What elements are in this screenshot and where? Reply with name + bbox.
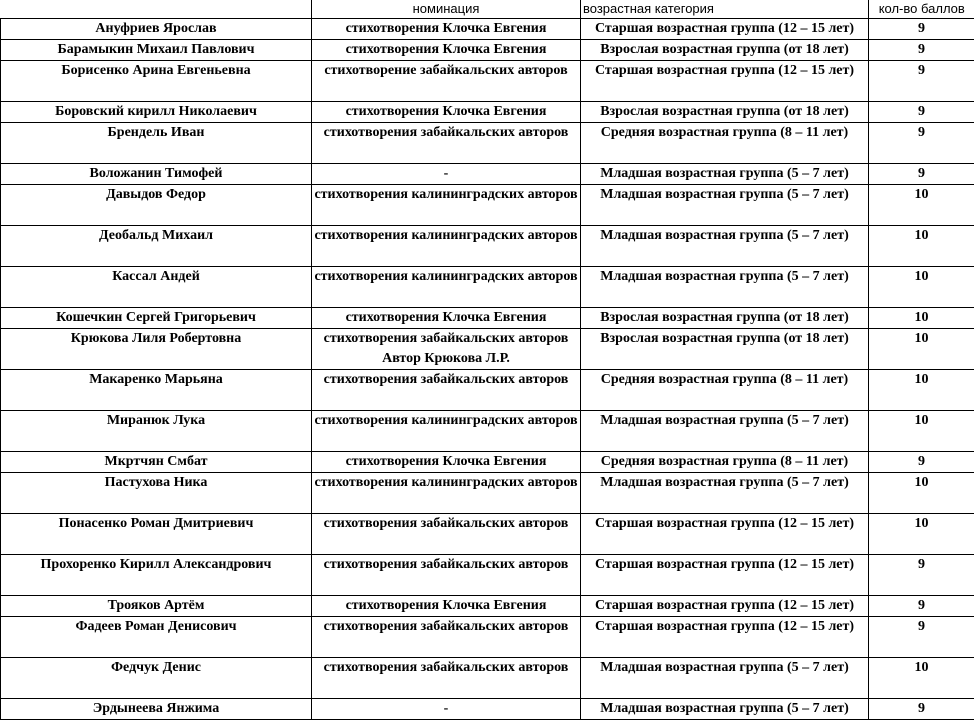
cell-nomination[interactable]: стихотворения забайкальских авторов xyxy=(312,617,581,658)
cell-score[interactable]: 9 xyxy=(869,19,974,40)
cell-age-category[interactable]: Младшая возрастная группа (5 – 7 лет) xyxy=(581,411,869,452)
cell-name[interactable]: Брендель Иван xyxy=(1,123,312,164)
cell-score[interactable]: 9 xyxy=(869,123,974,164)
table-row xyxy=(1,308,974,329)
cell-score[interactable]: 10 xyxy=(869,329,974,370)
cell-name[interactable]: Борисенко Арина Евгеньевна xyxy=(1,61,312,102)
cell-name[interactable]: Барамыкин Михаил Павлович xyxy=(1,40,312,61)
table-row xyxy=(1,699,974,720)
cell-nomination[interactable]: - xyxy=(312,699,581,720)
cell-name[interactable]: Крюкова Лиля Робертовна xyxy=(1,329,312,370)
cell-age-category[interactable]: Младшая возрастная группа (5 – 7 лет) xyxy=(581,164,869,185)
cell-nomination[interactable]: стихотворения Клочка Евгения xyxy=(312,19,581,40)
cell-name[interactable]: Пастухова Ника xyxy=(1,473,312,514)
cell-age-category[interactable]: Младшая возрастная группа (5 – 7 лет) xyxy=(581,267,869,308)
cell-name[interactable]: Кассал Андей xyxy=(1,267,312,308)
cell-name[interactable]: Воложанин Тимофей xyxy=(1,164,312,185)
cell-age-category[interactable]: Средняя возрастная группа (8 – 11 лет) xyxy=(581,452,869,473)
cell-score[interactable]: 9 xyxy=(869,164,974,185)
cell-nomination[interactable]: стихотворения забайкальских авторов xyxy=(312,514,581,555)
cell-name[interactable]: Понасенко Роман Дмитриевич xyxy=(1,514,312,555)
table-row xyxy=(1,329,974,370)
cell-score[interactable]: 10 xyxy=(869,370,974,411)
table-row xyxy=(1,514,974,555)
cell-nomination[interactable]: стихотворения Клочка Евгения xyxy=(312,102,581,123)
table-row xyxy=(1,185,974,226)
cell-score[interactable]: 10 xyxy=(869,308,974,329)
cell-age-category[interactable]: Младшая возрастная группа (5 – 7 лет) xyxy=(581,473,869,514)
cell-age-category[interactable]: Старшая возрастная группа (12 – 15 лет) xyxy=(581,555,869,596)
cell-nomination[interactable]: стихотворения забайкальских авторов xyxy=(312,123,581,164)
cell-age-category[interactable]: Средняя возрастная группа (8 – 11 лет) xyxy=(581,370,869,411)
cell-score[interactable]: 9 xyxy=(869,452,974,473)
cell-score[interactable]: 9 xyxy=(869,102,974,123)
cell-name[interactable]: Мкртчян Смбат xyxy=(1,452,312,473)
header-row xyxy=(1,0,974,19)
cell-age-category[interactable]: Старшая возрастная группа (12 – 15 лет) xyxy=(581,596,869,617)
cell-age-category[interactable]: Старшая возрастная группа (12 – 15 лет) xyxy=(581,617,869,658)
cell-name[interactable]: Давыдов Федор xyxy=(1,185,312,226)
table-row xyxy=(1,555,974,596)
cell-score[interactable]: 10 xyxy=(869,473,974,514)
cell-score[interactable]: 9 xyxy=(869,596,974,617)
cell-age-category[interactable]: Младшая возрастная группа (5 – 7 лет) xyxy=(581,658,869,699)
cell-age-category[interactable]: Младшая возрастная группа (5 – 7 лет) xyxy=(581,226,869,267)
table-row xyxy=(1,123,974,164)
cell-nomination[interactable]: стихотворения калининградских авторов xyxy=(312,267,581,308)
table-row xyxy=(1,452,974,473)
cell-nomination[interactable]: стихотворения забайкальских авторов Автор Крюкова Л.Р. xyxy=(312,329,581,370)
table-row xyxy=(1,411,974,452)
cell-name[interactable]: Эрдынеева Янжима xyxy=(1,699,312,720)
cell-score[interactable]: 10 xyxy=(869,514,974,555)
cell-score[interactable]: 9 xyxy=(869,61,974,102)
cell-nomination[interactable]: стихотворения Клочка Евгения xyxy=(312,40,581,61)
cell-name[interactable]: Миранюк Лука xyxy=(1,411,312,452)
cell-nomination[interactable]: - xyxy=(312,164,581,185)
cell-nomination[interactable]: стихотворения Клочка Евгения xyxy=(312,452,581,473)
table-body xyxy=(1,19,974,720)
cell-age-category[interactable]: Старшая возрастная группа (12 – 15 лет) xyxy=(581,19,869,40)
cell-nomination[interactable]: стихотворение забайкальских авторов xyxy=(312,61,581,102)
table-row xyxy=(1,19,974,40)
table-row xyxy=(1,40,974,61)
table-row xyxy=(1,61,974,102)
cell-score[interactable]: 10 xyxy=(869,185,974,226)
cell-age-category[interactable]: Взрослая возрастная группа (от 18 лет) xyxy=(581,308,869,329)
cell-age-category[interactable]: Старшая возрастная группа (12 – 15 лет) xyxy=(581,61,869,102)
cell-age-category[interactable]: Младшая возрастная группа (5 – 7 лет) xyxy=(581,699,869,720)
cell-age-category[interactable]: Младшая возрастная группа (5 – 7 лет) xyxy=(581,185,869,226)
header-nomination[interactable]: номинация xyxy=(312,0,581,19)
table-row xyxy=(1,658,974,699)
cell-age-category[interactable]: Взрослая возрастная группа (от 18 лет) xyxy=(581,102,869,123)
table-row xyxy=(1,226,974,267)
cell-score[interactable]: 10 xyxy=(869,267,974,308)
cell-nomination[interactable]: стихотворения забайкальских авторов xyxy=(312,370,581,411)
header-name[interactable] xyxy=(1,0,312,19)
cell-score[interactable]: 10 xyxy=(869,658,974,699)
cell-nomination[interactable]: стихотворения калининградских авторов xyxy=(312,411,581,452)
table-row xyxy=(1,102,974,123)
cell-age-category[interactable]: Взрослая возрастная группа (от 18 лет) xyxy=(581,40,869,61)
cell-name[interactable]: Кошечкин Сергей Григорьевич xyxy=(1,308,312,329)
cell-score[interactable]: 9 xyxy=(869,40,974,61)
header-age-category[interactable]: возрастная категория xyxy=(581,0,869,19)
table-row xyxy=(1,596,974,617)
cell-nomination[interactable]: стихотворения Клочка Евгения xyxy=(312,308,581,329)
table-row xyxy=(1,370,974,411)
cell-name[interactable]: Фадеев Роман Денисович xyxy=(1,617,312,658)
table-row xyxy=(1,617,974,658)
cell-nomination[interactable]: стихотворения забайкальских авторов xyxy=(312,555,581,596)
table-row xyxy=(1,473,974,514)
cell-score[interactable]: 10 xyxy=(869,411,974,452)
cell-nomination[interactable]: стихотворения Клочка Евгения xyxy=(312,596,581,617)
cell-score[interactable]: 9 xyxy=(869,555,974,596)
cell-name[interactable]: Прохоренко Кирилл Александрович xyxy=(1,555,312,596)
cell-name[interactable]: Федчук Денис xyxy=(1,658,312,699)
cell-score[interactable]: 9 xyxy=(869,699,974,720)
table-row xyxy=(1,164,974,185)
cell-age-category[interactable]: Средняя возрастная группа (8 – 11 лет) xyxy=(581,123,869,164)
cell-name[interactable]: Деобальд Михаил xyxy=(1,226,312,267)
header-score[interactable]: кол-во баллов xyxy=(869,0,974,19)
cell-score[interactable]: 9 xyxy=(869,617,974,658)
cell-age-category[interactable]: Взрослая возрастная группа (от 18 лет) xyxy=(581,329,869,370)
cell-name[interactable]: Макаренко Марьяна xyxy=(1,370,312,411)
cell-nomination[interactable]: стихотворения калининградских авторов xyxy=(312,226,581,267)
cell-score[interactable]: 10 xyxy=(869,226,974,267)
cell-nomination[interactable]: стихотворения калининградских авторов xyxy=(312,473,581,514)
cell-name[interactable]: Боровский кирилл Николаевич xyxy=(1,102,312,123)
cell-name[interactable]: Трояков Артём xyxy=(1,596,312,617)
table-row xyxy=(1,267,974,308)
cell-age-category[interactable]: Старшая возрастная группа (12 – 15 лет) xyxy=(581,514,869,555)
cell-name[interactable]: Ануфриев Ярослав xyxy=(1,19,312,40)
cell-nomination[interactable]: стихотворения забайкальских авторов xyxy=(312,658,581,699)
cell-nomination[interactable]: стихотворения калининградских авторов xyxy=(312,185,581,226)
